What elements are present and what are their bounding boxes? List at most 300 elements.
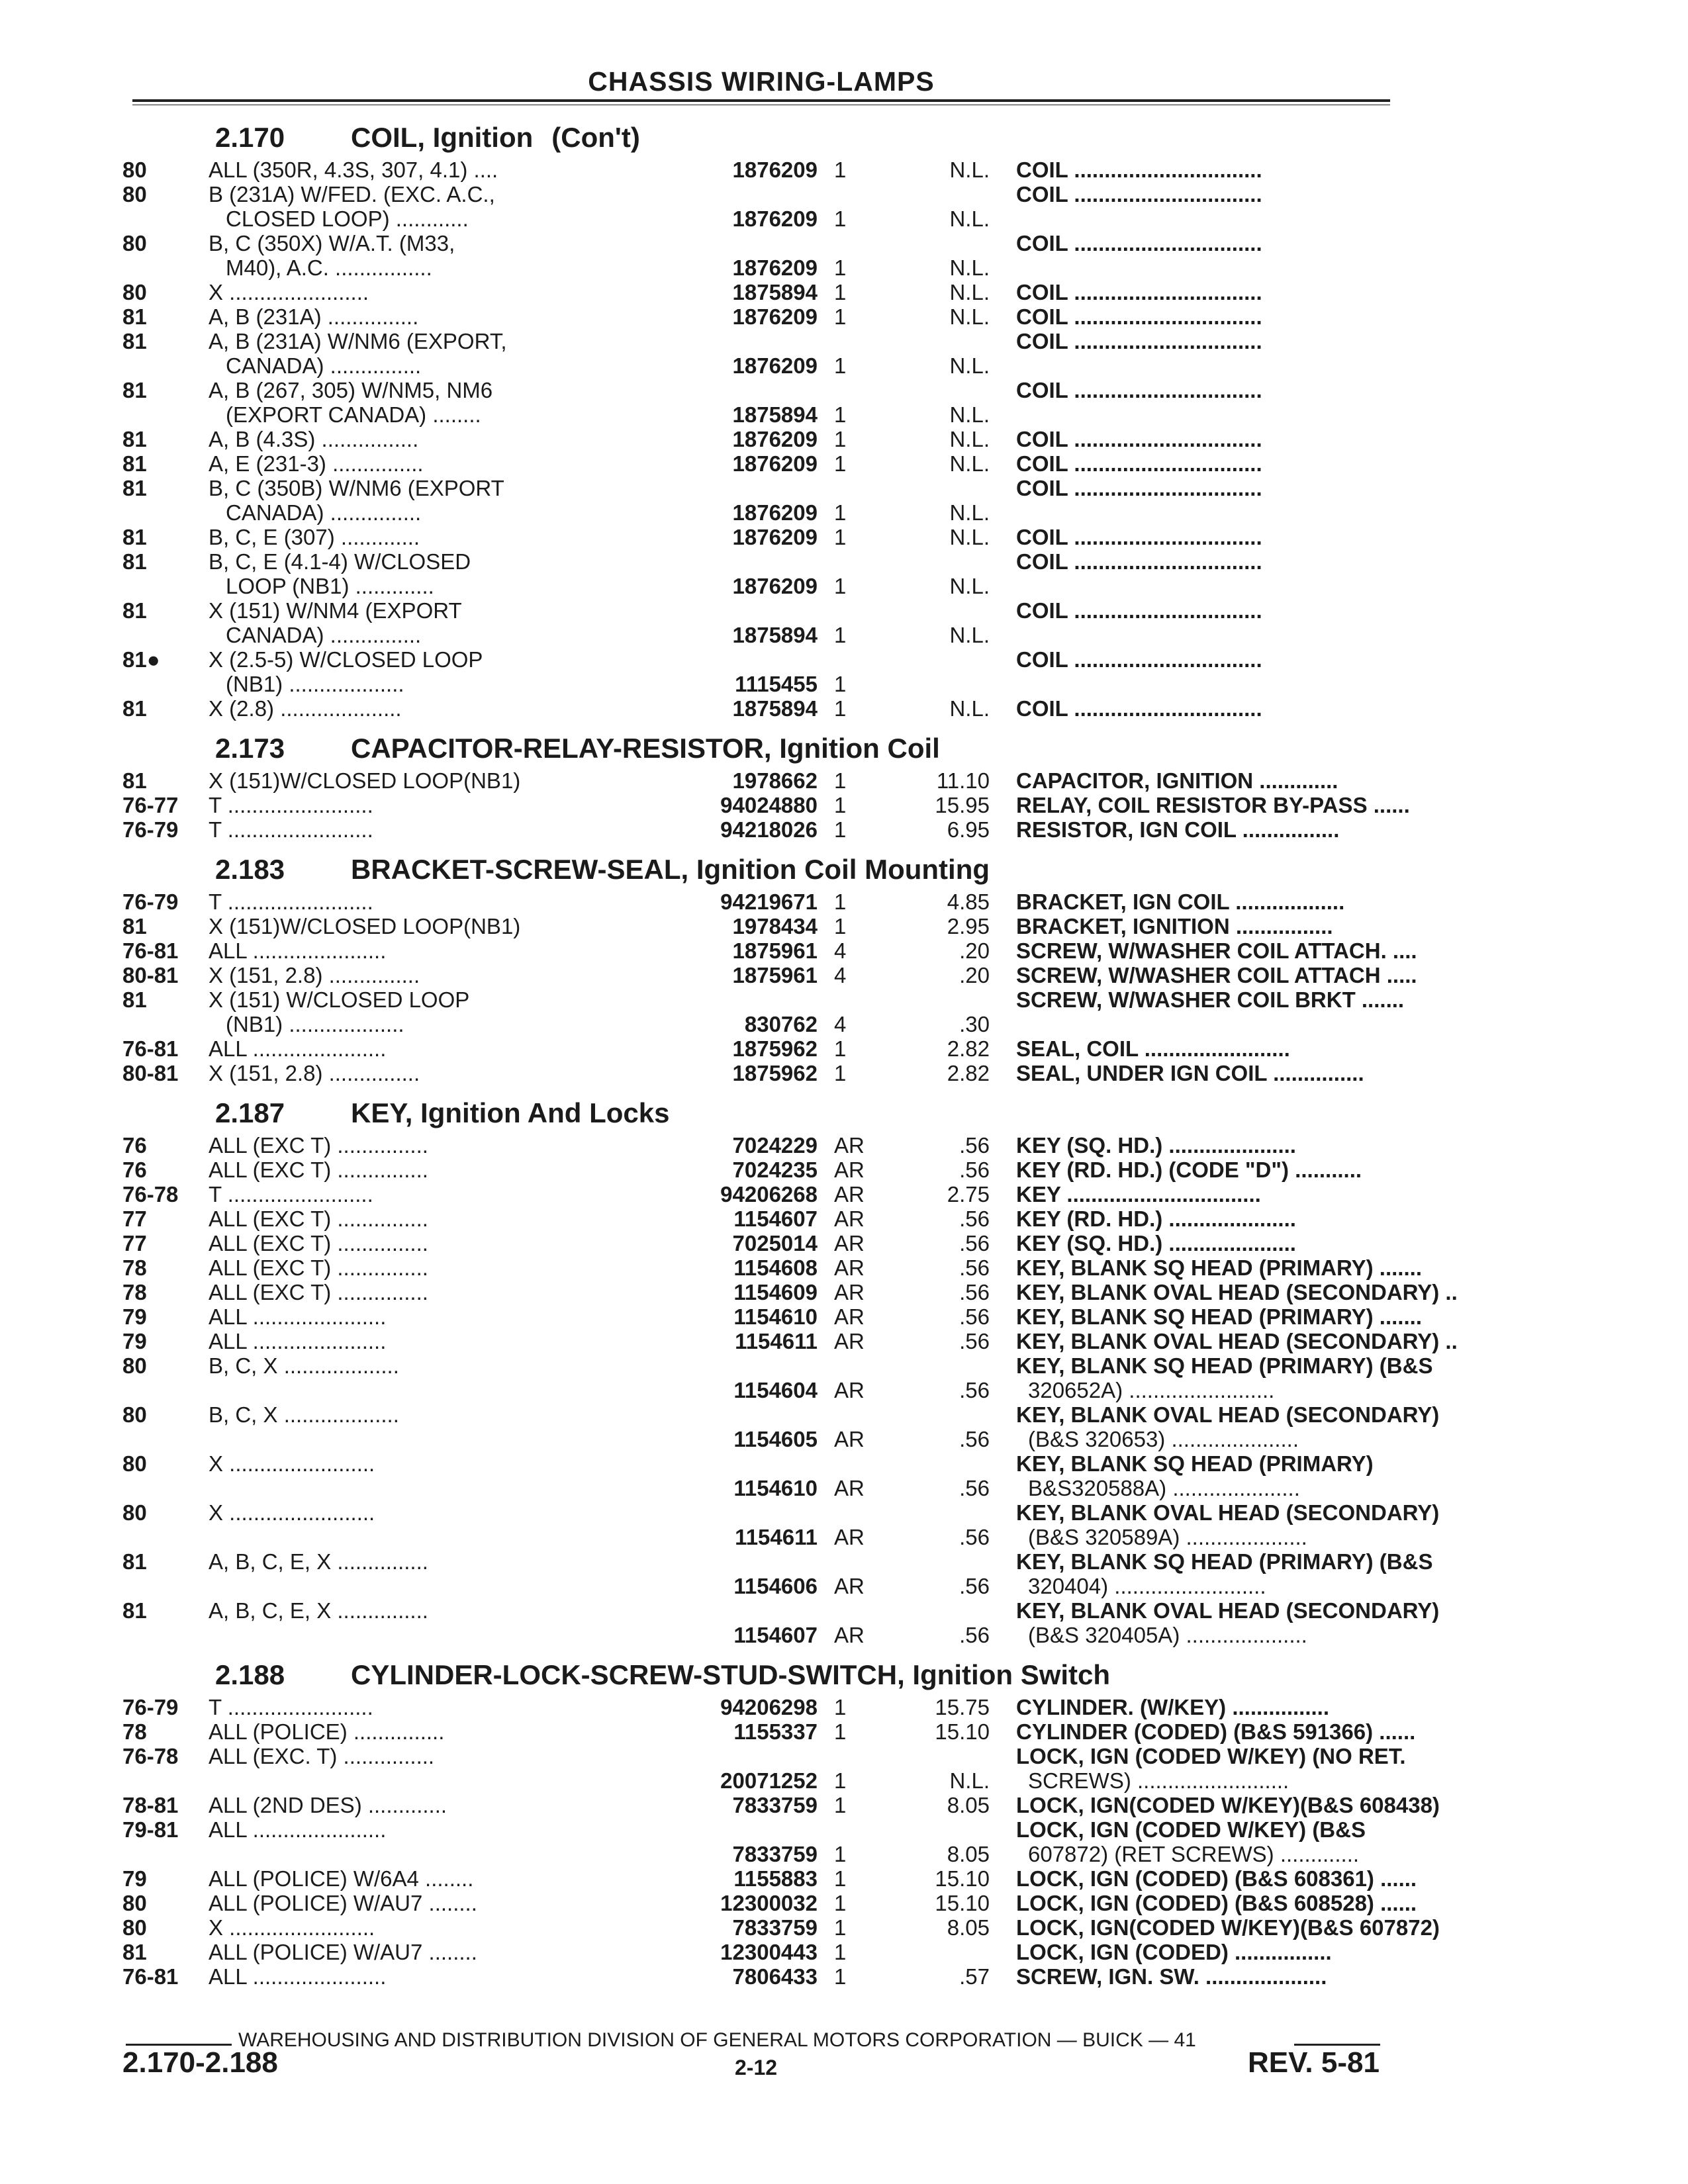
part-number-cell <box>685 1451 818 1500</box>
quantity-cell <box>818 280 880 304</box>
quantity: 1 <box>834 304 847 329</box>
price-cell <box>880 647 990 696</box>
part-number-cell <box>685 1817 818 1866</box>
price-cell <box>880 963 990 987</box>
description-line: X (2.8) .................... <box>209 696 402 721</box>
quantity-cell <box>818 1891 880 1915</box>
quantity: AR <box>834 1427 865 1451</box>
description-line: ALL (350R, 4.3S, 307, 4.1) .... <box>209 158 498 182</box>
price: 8.05 <box>947 1842 990 1866</box>
part-name-line: KEY (SQ. HD.) ..................... <box>1016 1133 1296 1158</box>
part-name <box>990 549 1466 598</box>
description-line: X ....................... <box>209 280 369 304</box>
application-description <box>209 158 685 182</box>
table-row <box>122 1304 1422 1329</box>
part-name-line: KEY, BLANK SQ HEAD (PRIMARY) ....... <box>1016 1304 1422 1329</box>
description-line: T ........................ <box>209 817 373 842</box>
application-description <box>209 987 685 1036</box>
price-cell <box>880 768 990 793</box>
table-row <box>122 1695 1393 1719</box>
table-row <box>122 1133 1393 1158</box>
part-name-line: KEY, BLANK SQ HEAD (PRIMARY) ....... <box>1016 1255 1422 1280</box>
section-number: 2.188 <box>215 1659 285 1690</box>
price: 4.85 <box>947 889 990 914</box>
price-cell <box>880 525 990 549</box>
price-cell <box>880 549 990 598</box>
part-number: 1155337 <box>733 1719 818 1744</box>
description-line: A, B (231A) W/NM6 (EXPORT, <box>209 329 507 353</box>
price: .57 <box>959 1964 990 1989</box>
quantity: 1 <box>834 206 847 231</box>
part-number: 1875961 <box>732 938 818 963</box>
quantity: 1 <box>834 768 847 793</box>
application-description <box>209 1500 685 1549</box>
description-line: X (151, 2.8) ............... <box>209 1061 420 1085</box>
price: N.L. <box>949 280 990 304</box>
part-name <box>990 1206 1466 1231</box>
description-line: A, B (231A) ............... <box>209 304 419 329</box>
description-line: A, E (231-3) ............... <box>209 451 424 476</box>
application-description <box>209 329 685 378</box>
part-number-cell <box>685 1206 818 1231</box>
quantity-cell <box>818 1061 880 1085</box>
price-cell <box>880 1866 990 1891</box>
part-name-line: KEY, BLANK OVAL HEAD (SECONDARY) <box>1016 1500 1440 1525</box>
application-description <box>209 817 685 842</box>
model-year: 80 <box>122 182 147 206</box>
table-row <box>122 1329 1458 1353</box>
price-cell <box>880 1598 990 1647</box>
price: 2.95 <box>947 914 990 938</box>
part-name-line: SCREW, W/WASHER COIL ATTACH ..... <box>1016 963 1417 987</box>
part-name <box>990 1255 1466 1280</box>
application-description <box>209 1744 685 1793</box>
quantity: 1 <box>834 1915 847 1940</box>
section-heading <box>122 114 1393 158</box>
model-year: 79-81 <box>122 1817 179 1842</box>
application-description <box>209 1891 685 1915</box>
part-number: 1978662 <box>732 768 818 793</box>
footer-rule-right <box>1294 2044 1380 2046</box>
quantity: 1 <box>834 353 847 378</box>
part-name-line: COIL ............................... <box>1016 549 1262 574</box>
part-name-line: CYLINDER (CODED) (B&S 591366) ...... <box>1016 1719 1416 1744</box>
part-name-line: COIL ............................... <box>1016 598 1262 623</box>
description-line: X (151, 2.8) ............... <box>209 963 420 987</box>
table-row <box>122 1036 1393 1061</box>
part-number-cell <box>685 231 818 280</box>
part-name-line: COIL ............................... <box>1016 647 1262 672</box>
quantity: 1 <box>834 280 847 304</box>
price-cell <box>880 182 990 231</box>
section-heading <box>122 725 1393 768</box>
application-description <box>209 525 685 549</box>
section-heading <box>122 846 1393 889</box>
quantity-cell <box>818 1402 880 1451</box>
table-row <box>122 647 1393 696</box>
description-line: X (151) W/CLOSED LOOP <box>209 987 470 1012</box>
price: 2.82 <box>947 1061 990 1085</box>
quantity-cell <box>818 1231 880 1255</box>
application-description <box>209 938 685 963</box>
application-description <box>209 1402 685 1451</box>
table-row <box>122 1915 1440 1940</box>
part-number: 7025014 <box>732 1231 818 1255</box>
catalog-section <box>122 1651 1440 1989</box>
part-number: 1154607 <box>733 1206 818 1231</box>
part-number: 7833759 <box>732 1842 818 1866</box>
quantity: 1 <box>834 1866 847 1891</box>
quantity: 1 <box>834 817 847 842</box>
table-row <box>122 525 1393 549</box>
description-line: ALL (POLICE) W/AU7 ........ <box>209 1891 477 1915</box>
description-line: ALL ...................... <box>209 1304 387 1329</box>
quantity-cell <box>818 1280 880 1304</box>
part-number-cell <box>685 304 818 329</box>
price-cell <box>880 1280 990 1304</box>
quantity-cell <box>818 1598 880 1647</box>
catalog-section <box>122 846 1417 1085</box>
model-year: 81 <box>122 525 147 549</box>
part-name-line: COIL ............................... <box>1016 525 1262 549</box>
description-line: B, C, E (307) ............. <box>209 525 420 549</box>
price: N.L. <box>949 427 990 451</box>
quantity: 4 <box>834 938 847 963</box>
part-name <box>990 476 1466 525</box>
quantity: 1 <box>834 158 847 182</box>
model-year: 78-81 <box>122 1793 179 1817</box>
price: 8.05 <box>947 1915 990 1940</box>
part-name <box>990 158 1466 182</box>
table-row <box>122 1817 1393 1866</box>
quantity: AR <box>834 1525 865 1549</box>
part-name-line: COIL ............................... <box>1016 158 1262 182</box>
price-cell <box>880 1304 990 1329</box>
quantity: 1 <box>834 525 847 549</box>
model-year: 79 <box>122 1329 147 1353</box>
price: .56 <box>959 1574 990 1598</box>
description-line: X ........................ <box>209 1915 375 1940</box>
quantity: 1 <box>834 914 847 938</box>
quantity-cell <box>818 889 880 914</box>
part-name <box>990 696 1466 721</box>
price-cell <box>880 1793 990 1817</box>
price: .20 <box>959 938 990 963</box>
application-description <box>209 1549 685 1598</box>
part-number-cell <box>685 525 818 549</box>
part-name-line: KEY, BLANK SQ HEAD (PRIMARY) (B&S <box>1016 1353 1433 1378</box>
quantity: 1 <box>834 889 847 914</box>
price: N.L. <box>949 206 990 231</box>
model-year: 76-78 <box>122 1744 179 1768</box>
table-row <box>122 476 1393 525</box>
description-line: X ........................ <box>209 1451 375 1476</box>
price: .56 <box>959 1525 990 1549</box>
section-number: 2.183 <box>215 854 285 885</box>
part-number-cell <box>685 1133 818 1158</box>
footer-section-range: 2.170-2.188 <box>122 2046 278 2079</box>
price: N.L. <box>949 1768 990 1793</box>
table-row <box>122 1744 1406 1793</box>
description-line: B, C (350B) W/NM6 (EXPORT <box>209 476 504 500</box>
quantity-cell <box>818 549 880 598</box>
model-year: 81 <box>122 598 147 623</box>
model-year: 80 <box>122 1402 147 1427</box>
table-row <box>122 1206 1393 1231</box>
part-number-cell <box>685 476 818 525</box>
quantity-cell <box>818 696 880 721</box>
table-row <box>122 1353 1433 1402</box>
table-row <box>122 1451 1393 1500</box>
description-line: A, B (267, 305) W/NM5, NM6 <box>209 378 493 402</box>
part-number: 1876209 <box>732 500 818 525</box>
model-year: 76-81 <box>122 938 179 963</box>
part-name <box>990 329 1466 378</box>
quantity-cell <box>818 987 880 1036</box>
price-cell <box>880 427 990 451</box>
quantity-cell <box>818 1329 880 1353</box>
quantity: 1 <box>834 1061 847 1085</box>
application-description <box>209 914 685 938</box>
part-number: 1154604 <box>733 1378 818 1402</box>
part-number: 1154608 <box>733 1255 818 1280</box>
quantity: AR <box>834 1280 865 1304</box>
table-row <box>122 1255 1422 1280</box>
footer-page-number: 2-12 <box>735 2056 778 2079</box>
application-description <box>209 231 685 280</box>
price-cell <box>880 1182 990 1206</box>
price: .20 <box>959 963 990 987</box>
part-number-cell <box>685 987 818 1036</box>
price: N.L. <box>949 623 990 647</box>
quantity-cell <box>818 427 880 451</box>
description-line: ALL ...................... <box>209 938 387 963</box>
table-row <box>122 427 1393 451</box>
price: .56 <box>959 1427 990 1451</box>
parts-catalog <box>122 114 1458 1993</box>
quantity-cell <box>818 476 880 525</box>
part-number: 7024229 <box>732 1133 818 1158</box>
part-number-cell <box>685 1549 818 1598</box>
model-year: 80 <box>122 158 147 182</box>
quantity: AR <box>834 1378 865 1402</box>
part-name-line: LOCK, IGN (CODED) (B&S 608528) ...... <box>1016 1891 1417 1915</box>
table-row <box>122 793 1410 817</box>
part-number-cell <box>685 1329 818 1353</box>
application-description <box>209 1451 685 1500</box>
quantity: 1 <box>834 1842 847 1866</box>
part-number: 7833759 <box>732 1793 818 1817</box>
description-line: X (151)W/CLOSED LOOP(NB1) <box>209 768 521 793</box>
table-row <box>122 329 1393 378</box>
price-cell <box>880 1719 990 1744</box>
footer-revision: REV. 5-81 <box>1248 2046 1380 2079</box>
table-row <box>122 1061 1393 1085</box>
quantity-cell <box>818 1353 880 1402</box>
part-name <box>990 182 1466 231</box>
part-name <box>990 817 1466 842</box>
table-row <box>122 1940 1393 1964</box>
model-year: 76-79 <box>122 889 179 914</box>
quantity-cell <box>818 817 880 842</box>
part-number: 7024235 <box>732 1158 818 1182</box>
part-name-line: SCREWS) ......................... <box>1028 1768 1289 1793</box>
table-row <box>122 182 1393 231</box>
quantity-cell <box>818 963 880 987</box>
model-year: 76 <box>122 1158 147 1182</box>
quantity-cell <box>818 378 880 427</box>
price-cell <box>880 1500 990 1549</box>
price: .56 <box>959 1158 990 1182</box>
quantity-cell <box>818 914 880 938</box>
quantity-cell <box>818 1500 880 1549</box>
quantity: AR <box>834 1574 865 1598</box>
model-year: 78 <box>122 1719 147 1744</box>
price: 8.05 <box>947 1793 990 1817</box>
part-number: 1876209 <box>732 427 818 451</box>
section-heading <box>122 1089 1393 1133</box>
part-name-line: COIL ............................... <box>1016 182 1262 206</box>
price: .56 <box>959 1255 990 1280</box>
part-number: 12300443 <box>720 1940 818 1964</box>
part-number: 94218026 <box>720 817 818 842</box>
price-cell <box>880 1158 990 1182</box>
model-year: 81 <box>122 549 147 574</box>
part-name <box>990 1964 1466 1989</box>
part-number: 1154610 <box>733 1476 818 1500</box>
part-number-cell <box>685 1280 818 1304</box>
application-description <box>209 304 685 329</box>
part-number-cell <box>685 1353 818 1402</box>
part-number: 1154607 <box>733 1623 818 1647</box>
part-number: 1876209 <box>732 353 818 378</box>
part-name-line: (B&S 320653) ..................... <box>1028 1427 1299 1451</box>
description-line: ALL (EXC T) ............... <box>209 1280 428 1304</box>
quantity: AR <box>834 1133 865 1158</box>
part-name <box>990 598 1466 647</box>
price: N.L. <box>949 255 990 280</box>
part-name <box>990 451 1466 476</box>
model-year: 81 <box>122 304 147 329</box>
model-year: 81 <box>122 427 147 451</box>
price-cell <box>880 1817 990 1866</box>
part-name-line: LOCK, IGN (CODED W/KEY) (NO RET. <box>1016 1744 1406 1768</box>
part-name-line: 320404) ......................... <box>1028 1574 1266 1598</box>
table-row <box>122 378 1393 427</box>
quantity-cell <box>818 1793 880 1817</box>
part-name <box>990 768 1466 793</box>
description-line: ALL (EXC T) ............... <box>209 1158 428 1182</box>
part-number-cell <box>685 647 818 696</box>
part-number-cell <box>685 1793 818 1817</box>
quantity-cell <box>818 938 880 963</box>
part-number: 1876209 <box>732 525 818 549</box>
part-number: 1875894 <box>732 623 818 647</box>
quantity-cell <box>818 647 880 696</box>
part-name-line: LOCK, IGN (CODED) ................ <box>1016 1940 1332 1964</box>
price-cell <box>880 378 990 427</box>
model-year: 80 <box>122 231 147 255</box>
part-number-cell <box>685 914 818 938</box>
quantity-cell <box>818 1915 880 1940</box>
model-year: 76-79 <box>122 1695 179 1719</box>
part-name <box>990 889 1466 914</box>
part-number-cell <box>685 1695 818 1719</box>
model-year: 80-81 <box>122 963 179 987</box>
quantity: 1 <box>834 1964 847 1989</box>
price-cell <box>880 1451 990 1500</box>
part-name-line: KEY, BLANK SQ HEAD (PRIMARY) <box>1016 1451 1374 1476</box>
quantity: 1 <box>834 574 847 598</box>
part-number-cell <box>685 1402 818 1451</box>
model-year: 76 <box>122 1133 147 1158</box>
part-number: 94024880 <box>720 793 818 817</box>
quantity-cell <box>818 1182 880 1206</box>
price: .56 <box>959 1280 990 1304</box>
section-number: 2.173 <box>215 733 285 764</box>
application-description <box>209 768 685 793</box>
model-year: 76-77 <box>122 793 179 817</box>
application-description <box>209 549 685 598</box>
part-name <box>990 1280 1466 1304</box>
quantity-cell <box>818 1695 880 1719</box>
table-row <box>122 158 1393 182</box>
price: N.L. <box>949 696 990 721</box>
table-row <box>122 1158 1393 1182</box>
part-number-cell <box>685 1744 818 1793</box>
description-line: ALL (POLICE) ............... <box>209 1719 445 1744</box>
table-row <box>122 1182 1393 1206</box>
description-line: B (231A) W/FED. (EXC. A.C., <box>209 182 495 206</box>
quantity: 1 <box>834 427 847 451</box>
part-number-cell <box>685 889 818 914</box>
price-cell <box>880 231 990 280</box>
price-cell <box>880 598 990 647</box>
price-cell <box>880 1695 990 1719</box>
part-name <box>990 304 1466 329</box>
description-line: B, C, X ................... <box>209 1353 399 1378</box>
price-cell <box>880 1549 990 1598</box>
model-year: 77 <box>122 1231 147 1255</box>
price: 15.95 <box>935 793 990 817</box>
quantity: 1 <box>834 451 847 476</box>
part-number: 1876209 <box>732 451 818 476</box>
price-cell <box>880 280 990 304</box>
part-number: 1876209 <box>732 255 818 280</box>
table-row <box>122 889 1393 914</box>
catalog-section <box>122 114 1393 721</box>
table-row <box>122 987 1405 1036</box>
price: N.L. <box>949 451 990 476</box>
application-description <box>209 1255 685 1280</box>
quantity-cell <box>818 1744 880 1793</box>
table-row <box>122 304 1393 329</box>
description-line: X (151) W/NM4 (EXPORT <box>209 598 462 623</box>
application-description <box>209 1719 685 1744</box>
description-line: ALL (2ND DES) ............. <box>209 1793 447 1817</box>
part-number-cell <box>685 1158 818 1182</box>
header-rule <box>132 99 1390 102</box>
description-line: (NB1) ................... <box>226 1012 404 1036</box>
part-name-line: 320652A) ........................ <box>1028 1378 1275 1402</box>
part-name-line: (B&S 320405A) .................... <box>1028 1623 1307 1647</box>
description-line: ALL ...................... <box>209 1817 387 1842</box>
quantity: 1 <box>834 1036 847 1061</box>
price-cell <box>880 329 990 378</box>
part-number-cell <box>685 1915 818 1940</box>
quantity: AR <box>834 1231 865 1255</box>
description-line: CANADA) ............... <box>226 500 422 525</box>
